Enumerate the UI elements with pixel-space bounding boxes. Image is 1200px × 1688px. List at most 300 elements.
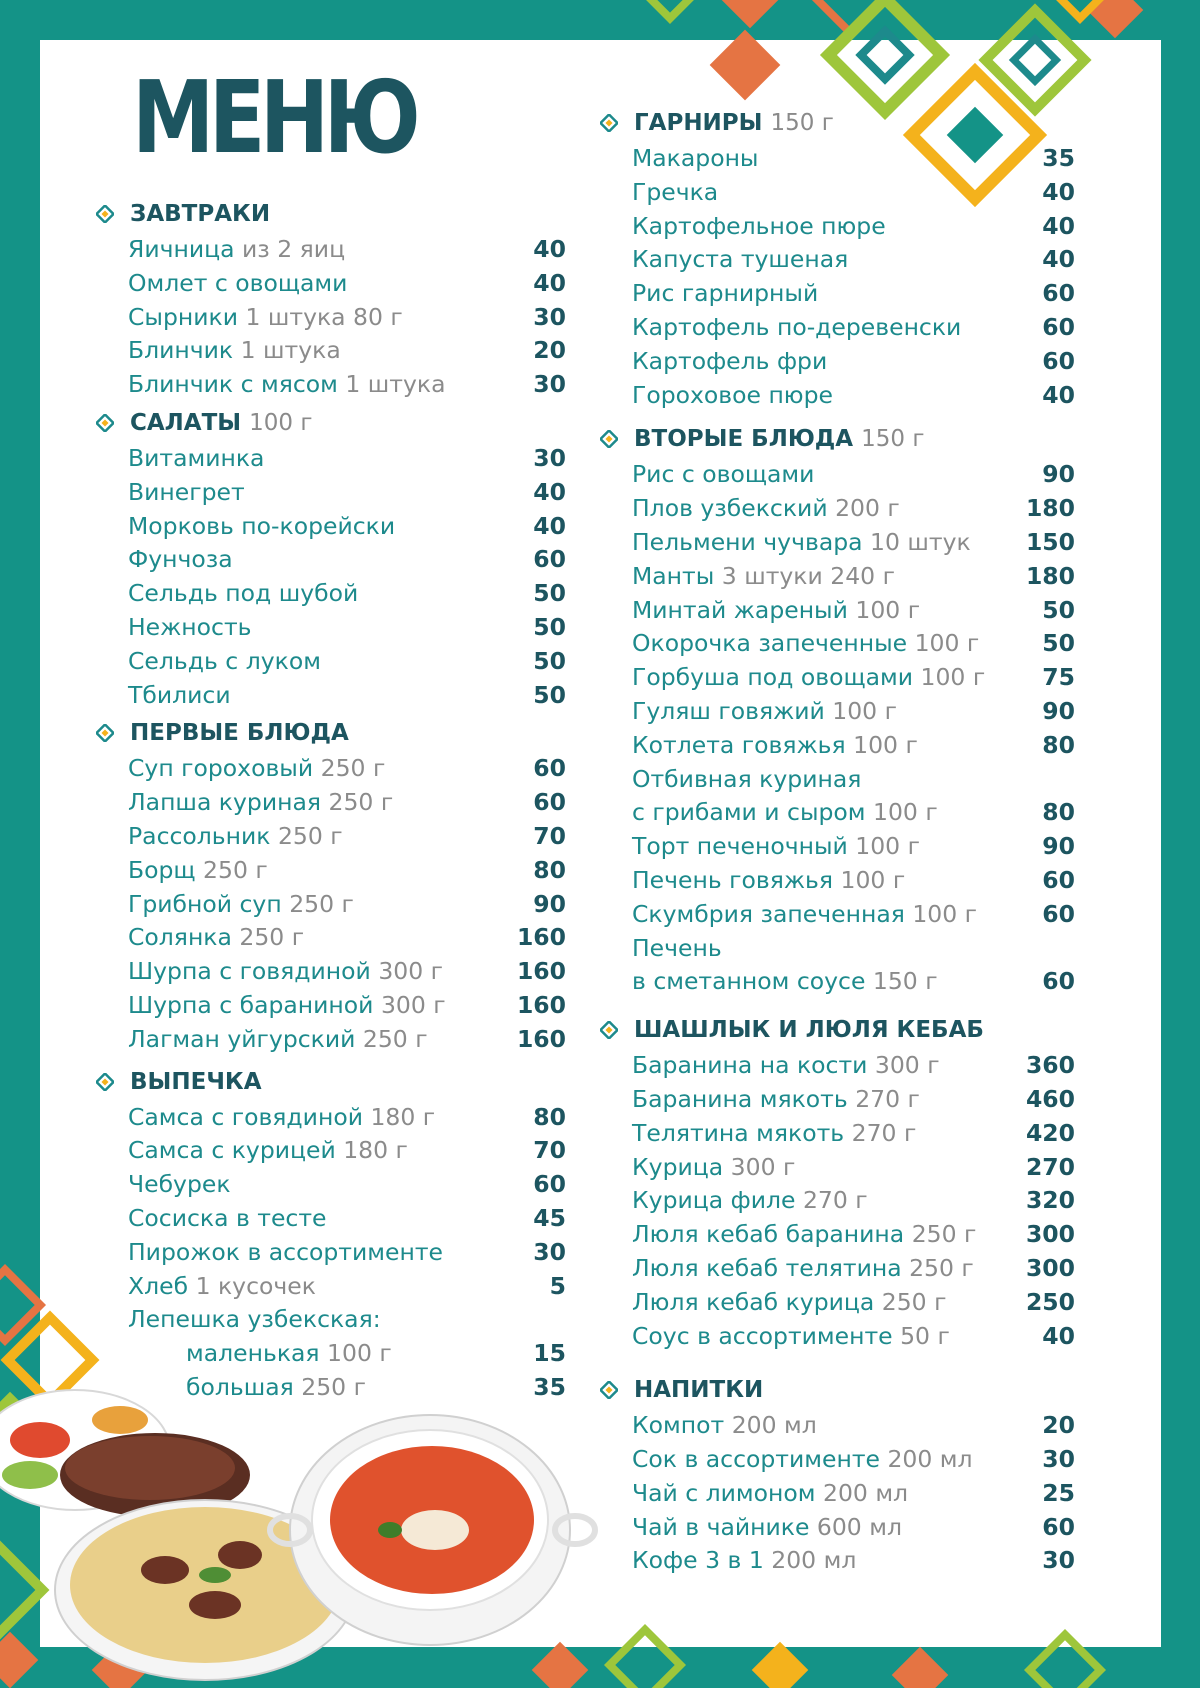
menu-item-name bbox=[632, 458, 814, 492]
menu-item-label: Сельдь с луком bbox=[128, 646, 321, 675]
diamond-bullet-icon bbox=[96, 1073, 112, 1089]
menu-item-name bbox=[632, 243, 848, 277]
section-title-text: САЛАТЫ bbox=[130, 409, 242, 436]
menu-item-price: 160 bbox=[516, 957, 566, 986]
menu-item-portion: 100 г bbox=[855, 595, 921, 624]
menu-item-name bbox=[128, 854, 268, 888]
section-heading bbox=[96, 408, 566, 442]
menu-item-label: Шурпа с бараниной bbox=[128, 990, 374, 1019]
menu-item-price: 80 bbox=[533, 855, 566, 884]
menu-item-portion: 1 кусочек bbox=[195, 1271, 316, 1300]
menu-item bbox=[96, 645, 566, 679]
menu-item-price: 60 bbox=[1042, 967, 1075, 996]
menu-item-portion: 250 г bbox=[911, 1220, 977, 1249]
menu-item-price: 40 bbox=[533, 268, 566, 297]
menu-item-portion: 250 г bbox=[881, 1287, 947, 1316]
left-column bbox=[96, 193, 566, 1405]
menu-item-price: 20 bbox=[533, 336, 566, 365]
menu-item bbox=[600, 1151, 1075, 1185]
menu-item bbox=[600, 1544, 1075, 1578]
menu-item-name bbox=[632, 796, 938, 830]
menu-item-price: 160 bbox=[516, 1024, 566, 1053]
menu-item-portion: 250 г bbox=[328, 788, 394, 817]
menu-item-label: Печень bbox=[632, 933, 722, 962]
menu-item-price: 50 bbox=[533, 612, 566, 641]
menu-item bbox=[600, 898, 1075, 932]
menu-item-name bbox=[128, 543, 233, 577]
menu-item-portion: 200 мл bbox=[771, 1546, 857, 1575]
menu-item-label: Кофе 3 в 1 bbox=[632, 1546, 764, 1575]
menu-item-label: Хлеб bbox=[128, 1271, 189, 1300]
menu-item-price: 30 bbox=[533, 443, 566, 472]
section-title bbox=[130, 1067, 262, 1097]
menu-item-name bbox=[632, 1443, 973, 1477]
menu-item-price: 20 bbox=[1042, 1411, 1075, 1440]
menu-item-price: 180 bbox=[1025, 561, 1075, 590]
menu-item bbox=[600, 277, 1075, 311]
menu-item-price: 50 bbox=[533, 646, 566, 675]
menu-item-portion: 3 штуки 240 г bbox=[721, 561, 895, 590]
menu-item-price: 60 bbox=[1042, 346, 1075, 375]
menu-item-label: большая bbox=[186, 1372, 294, 1401]
menu-item-portion: 50 г bbox=[900, 1321, 950, 1350]
menu-item bbox=[600, 345, 1075, 379]
menu-item-price: 40 bbox=[533, 477, 566, 506]
menu-item-name bbox=[128, 1236, 443, 1270]
menu-item bbox=[96, 301, 566, 335]
menu-item bbox=[96, 786, 566, 820]
menu-item-name bbox=[128, 334, 341, 368]
menu-item-label: Блинчик с мясом bbox=[128, 370, 338, 399]
menu-item-label: Сок в ассортименте bbox=[632, 1445, 880, 1474]
menu-item-portion: 100 г bbox=[832, 696, 897, 725]
menu-item-price: 90 bbox=[1042, 832, 1075, 861]
menu-item-portion: 270 г bbox=[851, 1118, 917, 1147]
menu-item-price: 60 bbox=[533, 1170, 566, 1199]
section-title bbox=[130, 718, 349, 748]
menu-item-portion: 180 г bbox=[343, 1136, 408, 1165]
menu-item-portion: 250 г bbox=[239, 923, 305, 952]
menu-item-portion: 100 г bbox=[912, 899, 978, 928]
menu-item-portion: 200 мл bbox=[731, 1411, 817, 1440]
menu-item bbox=[96, 1202, 566, 1236]
menu-item-label: Рассольник bbox=[128, 821, 271, 850]
menu-item-label: Грибной суп bbox=[128, 889, 282, 918]
menu-item-price: 90 bbox=[1042, 460, 1075, 489]
menu-item-name bbox=[128, 1168, 231, 1202]
menu-item-price: 460 bbox=[1025, 1084, 1075, 1113]
menu-item-price: 80 bbox=[533, 1102, 566, 1131]
menu-item-name bbox=[632, 560, 895, 594]
menu-item-name bbox=[128, 679, 231, 713]
menu-item bbox=[600, 1083, 1075, 1117]
section-portion: 150 г bbox=[770, 110, 834, 136]
menu-item-name bbox=[128, 1202, 327, 1236]
menu-item-price: 50 bbox=[1042, 595, 1075, 624]
menu-item-label: Пельмени чучвара bbox=[632, 527, 863, 556]
menu-item-name bbox=[128, 645, 321, 679]
menu-item bbox=[96, 752, 566, 786]
section-heading bbox=[600, 108, 1075, 142]
section-title bbox=[130, 408, 312, 438]
section-heading bbox=[600, 1015, 1075, 1049]
menu-item-portion: 300 г bbox=[874, 1051, 940, 1080]
menu-item-price: 60 bbox=[533, 754, 566, 783]
menu-item bbox=[96, 577, 566, 611]
menu-item-price: 420 bbox=[1025, 1118, 1075, 1147]
menu-item-label: Картофель фри bbox=[632, 346, 828, 375]
menu-item-label: Баранина мякоть bbox=[632, 1084, 848, 1113]
menu-item-portion: 250 г bbox=[362, 1024, 428, 1053]
diamond-bullet-icon bbox=[600, 1381, 616, 1397]
menu-item-price: 40 bbox=[533, 511, 566, 540]
menu-item bbox=[600, 243, 1075, 277]
menu-item bbox=[600, 1286, 1075, 1320]
menu-item-label: Люля кебаб телятина bbox=[632, 1253, 902, 1282]
menu-item-portion: 10 штук bbox=[870, 527, 971, 556]
menu-item-name bbox=[632, 176, 718, 210]
section-title bbox=[634, 1015, 984, 1045]
menu-item-label: Манты bbox=[632, 561, 715, 590]
menu-item bbox=[96, 679, 566, 713]
menu-item-label: Лагман уйгурский bbox=[128, 1024, 356, 1053]
menu-item-price: 70 bbox=[533, 821, 566, 850]
section-heading bbox=[96, 1067, 566, 1101]
menu-item-label: Капуста тушеная bbox=[632, 245, 849, 274]
right-column bbox=[600, 102, 1075, 1578]
menu-item-name bbox=[128, 955, 443, 989]
menu-item-name bbox=[632, 1218, 976, 1252]
menu-item-price: 40 bbox=[1042, 245, 1075, 274]
menu-item-price: 180 bbox=[1025, 494, 1075, 523]
menu-item-price: 80 bbox=[1042, 798, 1075, 827]
menu-item-price: 60 bbox=[1042, 312, 1075, 341]
diamond-bullet-icon bbox=[600, 430, 616, 446]
menu-item-label: Скумбрия запеченная bbox=[632, 899, 905, 928]
section-title-text: НАПИТКИ bbox=[634, 1377, 764, 1404]
menu-item bbox=[96, 334, 566, 368]
menu-item-price: 60 bbox=[1042, 279, 1075, 308]
menu-item-label: Курица bbox=[632, 1152, 724, 1181]
menu-item bbox=[600, 594, 1075, 628]
diamond-bullet-icon bbox=[600, 1021, 616, 1037]
menu-item-name bbox=[632, 932, 722, 966]
menu-item-price: 250 bbox=[1025, 1287, 1075, 1316]
menu-item-price: 360 bbox=[1025, 1051, 1075, 1080]
menu-item-name bbox=[632, 277, 818, 311]
menu-item bbox=[600, 492, 1075, 526]
menu-item bbox=[600, 1477, 1075, 1511]
menu-title: МЕНЮ bbox=[132, 59, 416, 176]
menu-item bbox=[600, 1511, 1075, 1545]
menu-item-portion: 250 г bbox=[277, 821, 343, 850]
menu-item-name bbox=[128, 510, 395, 544]
menu-item-price: 5 bbox=[549, 1271, 566, 1300]
menu-item-name bbox=[632, 1184, 868, 1218]
menu-item-label: Самса с курицей bbox=[128, 1136, 336, 1165]
menu-item-price: 75 bbox=[1042, 663, 1075, 692]
menu-item-portion: 1 штука 80 г bbox=[245, 302, 403, 331]
menu-item bbox=[600, 1049, 1075, 1083]
menu-item-label: Люля кебаб курица bbox=[632, 1287, 875, 1316]
menu-item-label: Самса с говядиной bbox=[128, 1102, 363, 1131]
menu-item bbox=[600, 560, 1075, 594]
menu-item-portion: 300 г bbox=[378, 957, 443, 986]
menu-item-price: 30 bbox=[1042, 1445, 1075, 1474]
menu-item-label: Винегрет bbox=[128, 477, 245, 506]
section-title-text: ШАШЛЫК И ЛЮЛЯ КЕБАБ bbox=[634, 1017, 984, 1044]
menu-item-label: Рис гарнирный bbox=[632, 279, 819, 308]
menu-item-price: 30 bbox=[1042, 1546, 1075, 1575]
menu-item-name bbox=[632, 492, 900, 526]
menu-item-name bbox=[186, 1337, 392, 1371]
menu-item bbox=[96, 267, 566, 301]
diamond-bullet-icon bbox=[96, 414, 112, 430]
menu-item-portion: 200 мл bbox=[823, 1478, 909, 1507]
menu-item-label: Морковь по-корейски bbox=[128, 511, 396, 540]
menu-item-label: Яичница bbox=[128, 235, 235, 263]
menu-item-name bbox=[128, 442, 264, 476]
menu-item-name bbox=[128, 921, 304, 955]
menu-item-price: 320 bbox=[1025, 1186, 1075, 1215]
menu-item-label: Чай с лимоном bbox=[632, 1478, 816, 1507]
menu-item-label: Горбуша под овощами bbox=[632, 663, 914, 692]
menu-item-name bbox=[128, 611, 252, 645]
menu-item-portion: 100 г bbox=[853, 730, 918, 759]
menu-item-name bbox=[128, 1134, 408, 1168]
menu-item bbox=[96, 888, 566, 922]
menu-item-label: Солянка bbox=[128, 923, 232, 952]
menu-item-name bbox=[128, 267, 347, 301]
menu-item bbox=[600, 1218, 1075, 1252]
menu-item-name bbox=[632, 729, 918, 763]
menu-item-portion: 200 мл bbox=[887, 1445, 973, 1474]
menu-item-name bbox=[632, 594, 920, 628]
menu-item-label: Рис с овощами bbox=[632, 460, 815, 489]
menu-item bbox=[96, 1168, 566, 1202]
menu-item-label: Сельдь под шубой bbox=[128, 579, 359, 608]
menu-item-price: 30 bbox=[533, 302, 566, 331]
menu-item-label: Плов узбекский bbox=[632, 494, 828, 523]
menu-item-name bbox=[128, 476, 245, 510]
menu-item-name bbox=[632, 1320, 950, 1354]
menu-item bbox=[96, 1270, 566, 1304]
menu-item-name bbox=[128, 786, 393, 820]
menu-item-label: Тбилиси bbox=[128, 680, 231, 709]
menu-item bbox=[96, 1134, 566, 1168]
section-title-text: ВЫПЕЧКА bbox=[130, 1068, 262, 1095]
menu-item bbox=[600, 661, 1075, 695]
menu-item-price: 60 bbox=[533, 545, 566, 574]
menu-item-label: с грибами и сыром bbox=[632, 798, 866, 827]
menu-item-portion: 270 г bbox=[802, 1186, 868, 1215]
menu-item-label: Минтай жареный bbox=[632, 595, 848, 624]
menu-item bbox=[600, 695, 1075, 729]
menu-item bbox=[96, 1371, 566, 1405]
menu-item bbox=[600, 1320, 1075, 1354]
menu-item-label: Омлет с овощами bbox=[128, 268, 348, 297]
menu-item bbox=[96, 611, 566, 645]
menu-item-label: Картофельное пюре bbox=[632, 211, 886, 240]
menu-item-label: Блинчик bbox=[128, 336, 234, 365]
menu-item-price: 150 bbox=[1025, 527, 1075, 556]
menu-item-name bbox=[128, 577, 358, 611]
menu-item-name bbox=[632, 627, 979, 661]
menu-item-label: Фунчоза bbox=[128, 545, 233, 574]
menu-item-name bbox=[632, 695, 897, 729]
menu-item-name bbox=[632, 142, 759, 176]
menu-item bbox=[96, 854, 566, 888]
menu-item-name bbox=[186, 1371, 366, 1405]
menu-item-portion: 100 г bbox=[920, 663, 986, 692]
menu-item bbox=[96, 955, 566, 989]
menu-item-label: Соус в ассортименте bbox=[632, 1321, 893, 1350]
section-heading bbox=[600, 1375, 1075, 1409]
menu-item-name bbox=[632, 1477, 908, 1511]
menu-item-label: Пирожок в ассортименте bbox=[128, 1237, 443, 1266]
menu-item-price: 45 bbox=[533, 1203, 566, 1232]
section-title-text: ПЕРВЫЕ БЛЮДА bbox=[130, 720, 349, 747]
menu-item-name bbox=[128, 752, 385, 786]
menu-item-price: 60 bbox=[1042, 899, 1075, 928]
menu-item bbox=[96, 1303, 566, 1337]
menu-item-name bbox=[128, 1270, 316, 1304]
menu-item bbox=[600, 526, 1075, 560]
menu-item-portion: 1 штука bbox=[345, 370, 446, 399]
diamond-bullet-icon bbox=[96, 205, 112, 221]
menu-item-label: Сырники bbox=[128, 302, 238, 331]
menu-item-name bbox=[632, 1252, 974, 1286]
menu-item-price: 50 bbox=[533, 680, 566, 709]
menu-item-label: Чай в чайнике bbox=[632, 1512, 810, 1541]
menu-item-label: Печень говяжья bbox=[632, 865, 834, 894]
menu-item bbox=[96, 368, 566, 402]
menu-item-label: Сосиска в тесте bbox=[128, 1203, 327, 1232]
menu-item-label: Лепешка узбекская: bbox=[128, 1305, 381, 1334]
menu-item-label: Гуляш говяжий bbox=[632, 696, 825, 725]
menu-item-portion: 250 г bbox=[301, 1372, 366, 1401]
menu-item bbox=[600, 763, 1075, 797]
menu-item-name bbox=[632, 864, 905, 898]
section-title-text: ЗАВТРАКИ bbox=[130, 201, 271, 227]
menu-item-label: Суп гороховый bbox=[128, 754, 314, 783]
menu-item bbox=[600, 458, 1075, 492]
menu-item-name bbox=[128, 301, 403, 335]
menu-item-portion: 100 г bbox=[840, 865, 906, 894]
menu-item bbox=[96, 1101, 566, 1135]
menu-item-price: 300 bbox=[1025, 1253, 1075, 1282]
menu-item-label: Компот bbox=[632, 1411, 725, 1440]
menu-item-name bbox=[632, 1151, 795, 1185]
menu-item bbox=[600, 729, 1075, 763]
menu-item-price: 40 bbox=[1042, 380, 1075, 409]
menu-item-price: 300 bbox=[1025, 1220, 1075, 1249]
menu-item-price: 40 bbox=[533, 235, 566, 263]
menu-item-portion: 250 г bbox=[203, 855, 268, 884]
menu-item bbox=[600, 1184, 1075, 1218]
menu-item-name bbox=[128, 233, 345, 267]
menu-item-name bbox=[128, 1303, 381, 1337]
menu-item-label: Котлета говяжья bbox=[632, 730, 846, 759]
menu-item bbox=[96, 1023, 566, 1057]
menu-item-name bbox=[632, 1049, 940, 1083]
menu-item-name bbox=[632, 210, 886, 244]
menu-item-price: 60 bbox=[533, 788, 566, 817]
menu-item-label: Шурпа с говядиной bbox=[128, 957, 371, 986]
menu-item-portion: из 2 яиц bbox=[242, 235, 346, 263]
menu-item bbox=[600, 1117, 1075, 1151]
menu-item bbox=[96, 989, 566, 1023]
menu-item-portion: 200 г bbox=[835, 494, 900, 523]
menu-item-label: Гречка bbox=[632, 177, 719, 206]
menu-item-price: 270 bbox=[1025, 1152, 1075, 1181]
menu-item-price: 40 bbox=[1042, 1321, 1075, 1350]
menu-item bbox=[600, 1252, 1075, 1286]
menu-item-name bbox=[128, 989, 446, 1023]
menu-item-price: 50 bbox=[533, 579, 566, 608]
menu-item bbox=[600, 210, 1075, 244]
menu-item bbox=[96, 1236, 566, 1270]
menu-item-price: 80 bbox=[1042, 730, 1075, 759]
menu-item-label: Витаминка bbox=[128, 443, 265, 472]
menu-item bbox=[600, 965, 1075, 999]
menu-item-name bbox=[632, 345, 827, 379]
menu-item-portion: 270 г bbox=[855, 1084, 920, 1113]
menu-item-portion: 100 г bbox=[327, 1339, 392, 1368]
menu-item-name bbox=[632, 379, 833, 413]
menu-item bbox=[600, 1409, 1075, 1443]
menu-item-price: 160 bbox=[516, 990, 566, 1019]
menu-item bbox=[600, 379, 1075, 413]
menu-item-name bbox=[632, 526, 971, 560]
menu-item-price: 90 bbox=[533, 889, 566, 918]
menu-item-portion: 180 г bbox=[370, 1102, 436, 1131]
menu-item-portion: 150 г bbox=[872, 967, 938, 996]
section-title bbox=[634, 424, 924, 454]
menu-item-portion: 300 г bbox=[730, 1152, 796, 1181]
menu-item bbox=[600, 864, 1075, 898]
menu-item-label: Гороховое пюре bbox=[632, 380, 833, 409]
menu-item-price: 15 bbox=[533, 1339, 566, 1368]
menu-item bbox=[96, 442, 566, 476]
menu-item-price: 90 bbox=[1042, 696, 1075, 725]
section-heading bbox=[96, 718, 566, 752]
menu-item-label: Нежность bbox=[128, 612, 252, 641]
menu-item-label: Курица филе bbox=[632, 1186, 796, 1215]
menu-item-name bbox=[632, 311, 961, 345]
menu-item bbox=[600, 176, 1075, 210]
food-photo-illustration bbox=[0, 1380, 600, 1688]
menu-item-label: Торт печеночный bbox=[632, 832, 848, 861]
section-title-text: ГАРНИРЫ bbox=[634, 110, 763, 136]
menu-item-portion: 600 мл bbox=[816, 1512, 902, 1541]
menu-item-portion: 300 г bbox=[380, 990, 446, 1019]
menu-item bbox=[600, 796, 1075, 830]
menu-item-label: Борщ bbox=[128, 855, 196, 884]
menu-item-name bbox=[632, 898, 977, 932]
menu-item-portion: 250 г bbox=[320, 754, 386, 783]
menu-item-name bbox=[128, 368, 446, 402]
menu-item-label: Телятина мякоть bbox=[632, 1118, 845, 1147]
menu-item-name bbox=[632, 1117, 916, 1151]
menu-item-portion: 250 г bbox=[289, 889, 354, 918]
menu-item-portion: 100 г bbox=[914, 629, 980, 658]
menu-item-name bbox=[632, 1286, 946, 1320]
section-title bbox=[634, 1375, 763, 1405]
menu-item-price: 40 bbox=[1042, 211, 1075, 240]
menu-item-name bbox=[632, 830, 920, 864]
menu-item-price: 35 bbox=[1042, 144, 1075, 172]
